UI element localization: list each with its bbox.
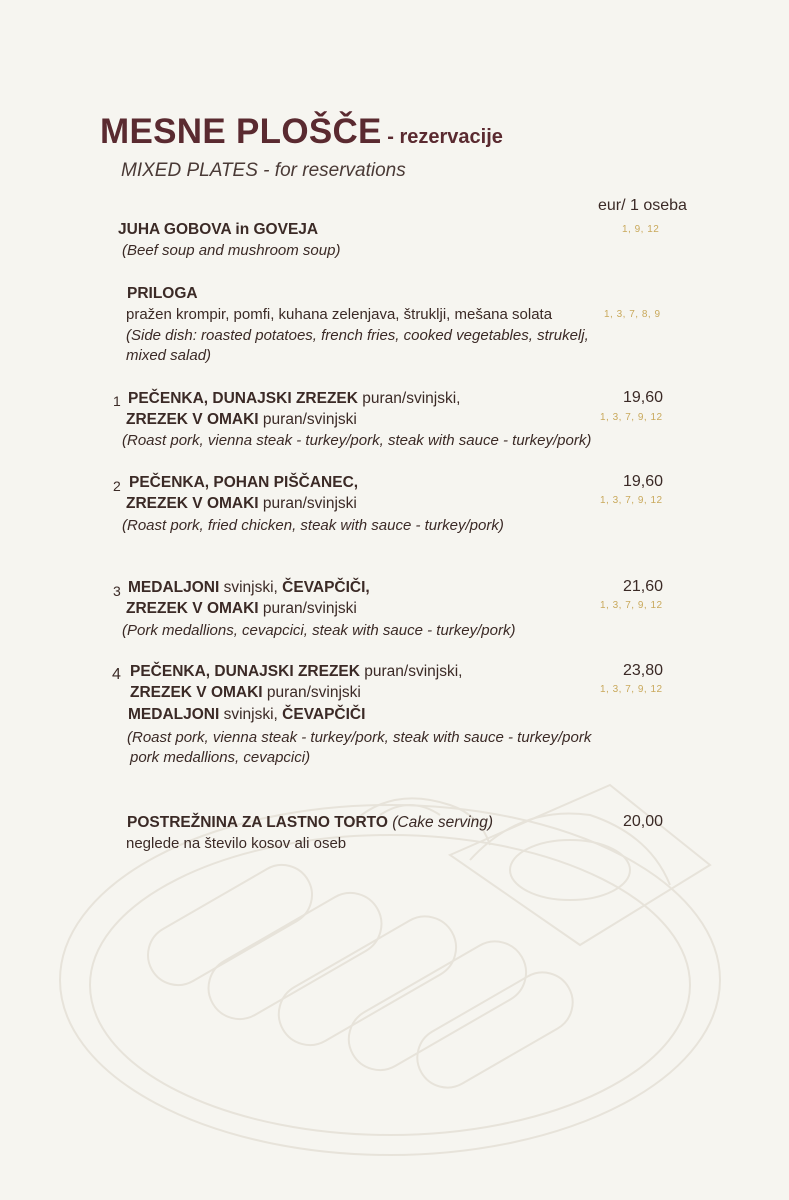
cake-serving-name <box>127 814 493 832</box>
plate-3-line2 <box>126 600 357 618</box>
plate-4-line2-bold: ZREZEK V OMAKI <box>130 684 263 701</box>
price-unit-label: eur/ 1 oseba <box>598 197 687 214</box>
plate-4-line3-light: svinjski, <box>219 706 283 723</box>
title-suffix: - rezervacije <box>381 126 503 148</box>
plate-1-english: (Roast pork, vienna steak - turkey/pork, steak with sauce - turkey/pork) <box>122 432 592 449</box>
plate-1-line1-bold: PEČENKA, DUNAJSKI ZREZEK <box>128 390 358 407</box>
plate-1-allergens: 1, 3, 7, 9, 12 <box>600 412 663 423</box>
plate-3-line1-light: svinjski, <box>219 579 283 596</box>
plate-3-allergens: 1, 3, 7, 9, 12 <box>600 600 663 611</box>
soup-name: JUHA GOBOVA in GOVEJA <box>118 221 319 238</box>
plate-3-line2-light: puran/svinjski <box>258 600 357 617</box>
plate-3-line1 <box>128 579 370 597</box>
plate-3-english: (Pork medallions, cevapcici, steak with sauce - turkey/pork) <box>122 622 516 639</box>
plate-illustration <box>50 745 740 1165</box>
title-main: MESNE PLOŠČE <box>100 112 382 151</box>
plate-4-line3-bold-b: ČEVAPČIČI <box>282 706 366 723</box>
plate-4-english-line1: (Roast pork, vienna steak - turkey/pork, steak with sauce - turkey/pork <box>127 729 592 746</box>
plate-2-line2 <box>126 495 357 513</box>
plate-4-line2-light: puran/svinjski <box>262 684 361 701</box>
plate-1-number: 1 <box>113 393 121 409</box>
plate-1-line1-light: puran/svinjski, <box>357 390 461 407</box>
plate-1-price: 19,60 <box>622 389 663 406</box>
cake-serving-description: neglede na število kosov ali oseb <box>126 835 347 852</box>
plate-4-english-line2: pork medallions, cevapcici) <box>130 749 311 766</box>
plate-3-line1-bold-a: MEDALJONI <box>128 579 220 596</box>
plate-2-price: 19,60 <box>622 473 663 490</box>
plate-4-price: 23,80 <box>622 662 663 679</box>
plate-4-number: 4 <box>112 666 121 683</box>
sides-allergens: 1, 3, 7, 8, 9 <box>604 309 661 320</box>
plate-3-line2-bold: ZREZEK V OMAKI <box>126 600 259 617</box>
plate-1-line2-bold: ZREZEK V OMAKI <box>126 411 259 428</box>
plate-4-allergens: 1, 3, 7, 9, 12 <box>600 684 663 695</box>
sides-english-line1: (Side dish: roasted potatoes, french fries, cooked vegetables, strukelj, <box>126 327 589 344</box>
cake-serving-price: 20,00 <box>622 813 663 830</box>
plate-1-line2-light: puran/svinjski <box>258 411 357 428</box>
plate-2-allergens: 1, 3, 7, 9, 12 <box>600 495 663 506</box>
plate-4-line1-bold: PEČENKA, DUNAJSKI ZREZEK <box>130 663 360 680</box>
plate-3-line1-bold-b: ČEVAPČIČI, <box>282 579 370 596</box>
plate-3-number: 3 <box>113 583 121 599</box>
plate-4-line2 <box>130 684 361 702</box>
plate-4-line3 <box>128 706 365 724</box>
cake-serving-bold: POSTREŽNINA ZA LASTNO TORTO <box>127 814 388 831</box>
page-subtitle: MIXED PLATES - for reservations <box>121 160 406 181</box>
sides-name: PRILOGA <box>127 285 198 302</box>
sides-english-line2: mixed salad) <box>126 347 212 364</box>
plate-1-line2 <box>126 411 357 429</box>
plate-2-line1: PEČENKA, POHAN PIŠČANEC, <box>129 474 359 491</box>
cake-serving-english: (Cake serving) <box>387 814 494 831</box>
plate-4-line1 <box>130 663 462 681</box>
soup-english: (Beef soup and mushroom soup) <box>122 242 341 259</box>
plate-2-english: (Roast pork, fried chicken, steak with sauce - turkey/pork) <box>122 517 504 534</box>
sides-description: pražen krompir, pomfi, kuhana zelenjava, štruklji, mešana solata <box>126 306 553 323</box>
plate-4-line1-light: puran/svinjski, <box>359 663 463 680</box>
plate-2-line2-bold: ZREZEK V OMAKI <box>126 495 259 512</box>
plate-3-price: 21,60 <box>622 578 663 595</box>
soup-allergens: 1, 9, 12 <box>622 224 660 235</box>
plate-4-line3-bold-a: MEDALJONI <box>128 706 220 723</box>
page-title <box>100 112 503 152</box>
plate-2-line2-light: puran/svinjski <box>258 495 357 512</box>
plate-1-line1 <box>128 390 460 408</box>
plate-2-number: 2 <box>113 478 121 494</box>
